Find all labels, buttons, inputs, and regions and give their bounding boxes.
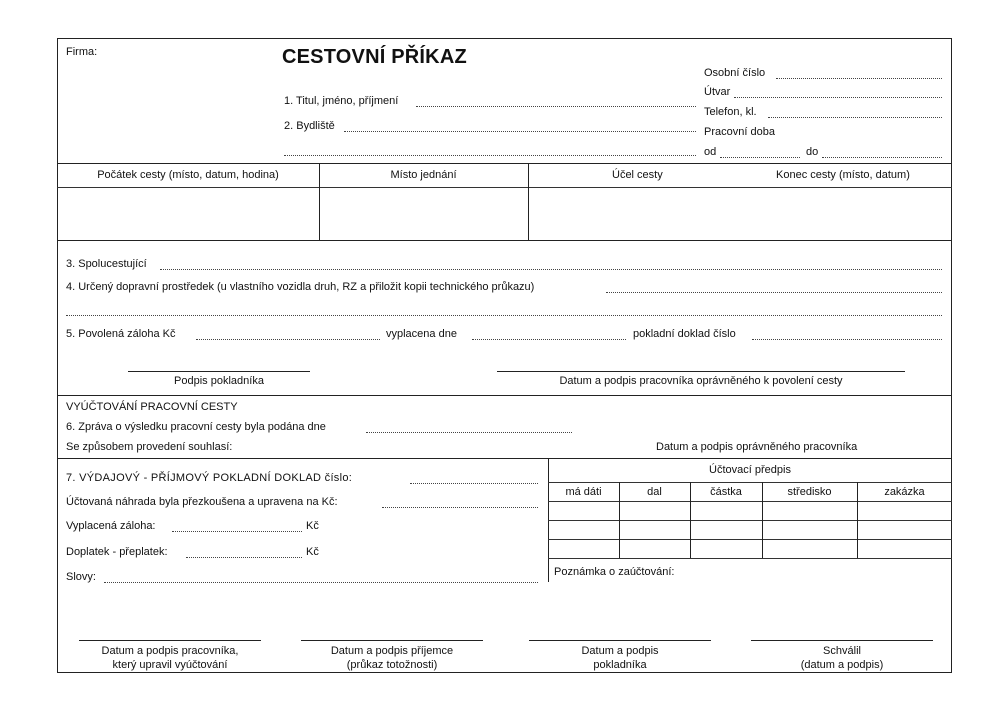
balance-field[interactable]: [186, 557, 302, 558]
accounting-note-label: Poznámka o zaúčtování:: [554, 566, 675, 578]
column-header-end: Konec cesty (místo, datum): [776, 169, 910, 181]
divider: [57, 240, 952, 241]
to-label: do: [806, 146, 819, 158]
advance-field[interactable]: [196, 339, 380, 340]
accounting-heading: Účtovací předpis: [709, 464, 791, 476]
companions-label: 3. Spolucestující: [66, 258, 147, 270]
companions-field[interactable]: [160, 269, 942, 270]
cash-doc-label: pokladní doklad číslo: [633, 328, 736, 340]
signature-label-2a: Datum a podpis příjemce: [330, 645, 454, 657]
doklad-label: 7. VÝDAJOVÝ - PŘÍJMOVÝ POKLADNÍ DOKLAD číslo:: [66, 472, 353, 484]
words-label: Slovy:: [66, 571, 96, 583]
divider: [548, 539, 952, 540]
column-header-place: Místo jednání: [390, 169, 457, 181]
paid-advance-unit: Kč: [306, 520, 319, 532]
working-hours-label: Pracovní doba: [704, 126, 775, 138]
agree-label: Se způsobem provedení souhlasí:: [66, 441, 233, 453]
divider: [57, 458, 952, 459]
column-header-credit: dal: [647, 486, 662, 498]
column-header-center: středisko: [787, 486, 832, 498]
paid-on-label: vyplacena dne: [386, 328, 457, 340]
divider: [548, 482, 952, 483]
column-header-order: zakázka: [884, 486, 925, 498]
transport-label: 4. Určený dopravní prostředek (u vlastního vozidla druh, RZ a přiložit kopii technického průkazu): [66, 281, 535, 293]
signature-label-1b: který upravil vyúčtování: [112, 659, 228, 671]
signature-line[interactable]: [529, 640, 711, 641]
phone-field[interactable]: [768, 117, 942, 118]
divider: [57, 395, 952, 396]
start-cell[interactable]: [58, 188, 318, 239]
personal-number-field[interactable]: [776, 78, 942, 79]
department-field[interactable]: [734, 97, 942, 98]
firma-label: Firma:: [66, 46, 98, 58]
reimbursement-label: Účtovaná náhrada byla přezkoušena a upravena na Kč:: [66, 496, 338, 508]
divider: [57, 163, 952, 164]
signature-line[interactable]: [497, 371, 905, 372]
divider: [548, 520, 952, 521]
cash-doc-field[interactable]: [752, 339, 942, 340]
paid-on-field[interactable]: [472, 339, 626, 340]
settlement-heading: VYÚČTOVÁNÍ PRACOVNÍ CESTY: [66, 401, 238, 413]
cashier-signature-label: Podpis pokladníka: [174, 375, 264, 387]
signature-line[interactable]: [79, 640, 261, 641]
name-field[interactable]: [416, 106, 696, 107]
transport-field[interactable]: [606, 292, 942, 293]
column-header-amount: částka: [710, 486, 742, 498]
from-field[interactable]: [720, 157, 800, 158]
column-header-start: Počátek cesty (místo, datum, hodina): [97, 169, 279, 181]
to-field[interactable]: [822, 157, 942, 158]
department-label: Útvar: [704, 86, 731, 98]
signature-line[interactable]: [751, 640, 933, 641]
purpose-end-cell[interactable]: [529, 188, 951, 239]
signature-label-3b: pokladníka: [593, 659, 647, 671]
report-label: 6. Zpráva o výsledku pracovní cesty byla podána dne: [66, 421, 326, 433]
paid-advance-label: Vyplacená záloha:: [66, 520, 156, 532]
authorizer-signature-label: Datum a podpis pracovníka oprávněného k povolení cesty: [559, 375, 843, 387]
report-date-field[interactable]: [366, 432, 572, 433]
signature-label-4b: (datum a podpis): [800, 659, 884, 671]
words-field[interactable]: [104, 582, 538, 583]
column-header-debit: má dáti: [565, 486, 602, 498]
address-label: 2. Bydliště: [284, 120, 335, 132]
advance-label: 5. Povolená záloha Kč: [66, 328, 176, 340]
divider: [548, 558, 952, 559]
from-label: od: [704, 146, 717, 158]
signature-label-4a: Schválil: [823, 645, 861, 657]
transport-field-2[interactable]: [66, 315, 942, 316]
phone-label: Telefon, kl.: [704, 106, 757, 118]
place-cell[interactable]: [320, 188, 527, 239]
address-field-2[interactable]: [284, 155, 696, 156]
reimbursement-field[interactable]: [382, 507, 538, 508]
signature-line[interactable]: [128, 371, 310, 372]
signature-label-1a: Datum a podpis pracovníka,: [101, 645, 239, 657]
divider: [548, 501, 952, 502]
name-label: 1. Titul, jméno, příjmení: [284, 95, 399, 107]
signature-label-3a: Datum a podpis: [581, 645, 659, 657]
balance-unit: Kč: [306, 546, 319, 558]
column-header-purpose: Účel cesty: [612, 169, 663, 181]
personal-number-label: Osobní číslo: [704, 67, 766, 79]
form-frame: [57, 38, 952, 673]
balance-label: Doplatek - přeplatek:: [66, 546, 168, 558]
authorized-signature-label: Datum a podpis oprávněného pracovníka: [656, 441, 858, 453]
address-field[interactable]: [344, 131, 696, 132]
doklad-number-field[interactable]: [410, 483, 538, 484]
form-title: CESTOVNÍ PŘÍKAZ: [282, 46, 467, 68]
signature-line[interactable]: [301, 640, 483, 641]
paid-advance-field[interactable]: [172, 531, 302, 532]
signature-label-2b: (průkaz totožnosti): [346, 659, 438, 671]
